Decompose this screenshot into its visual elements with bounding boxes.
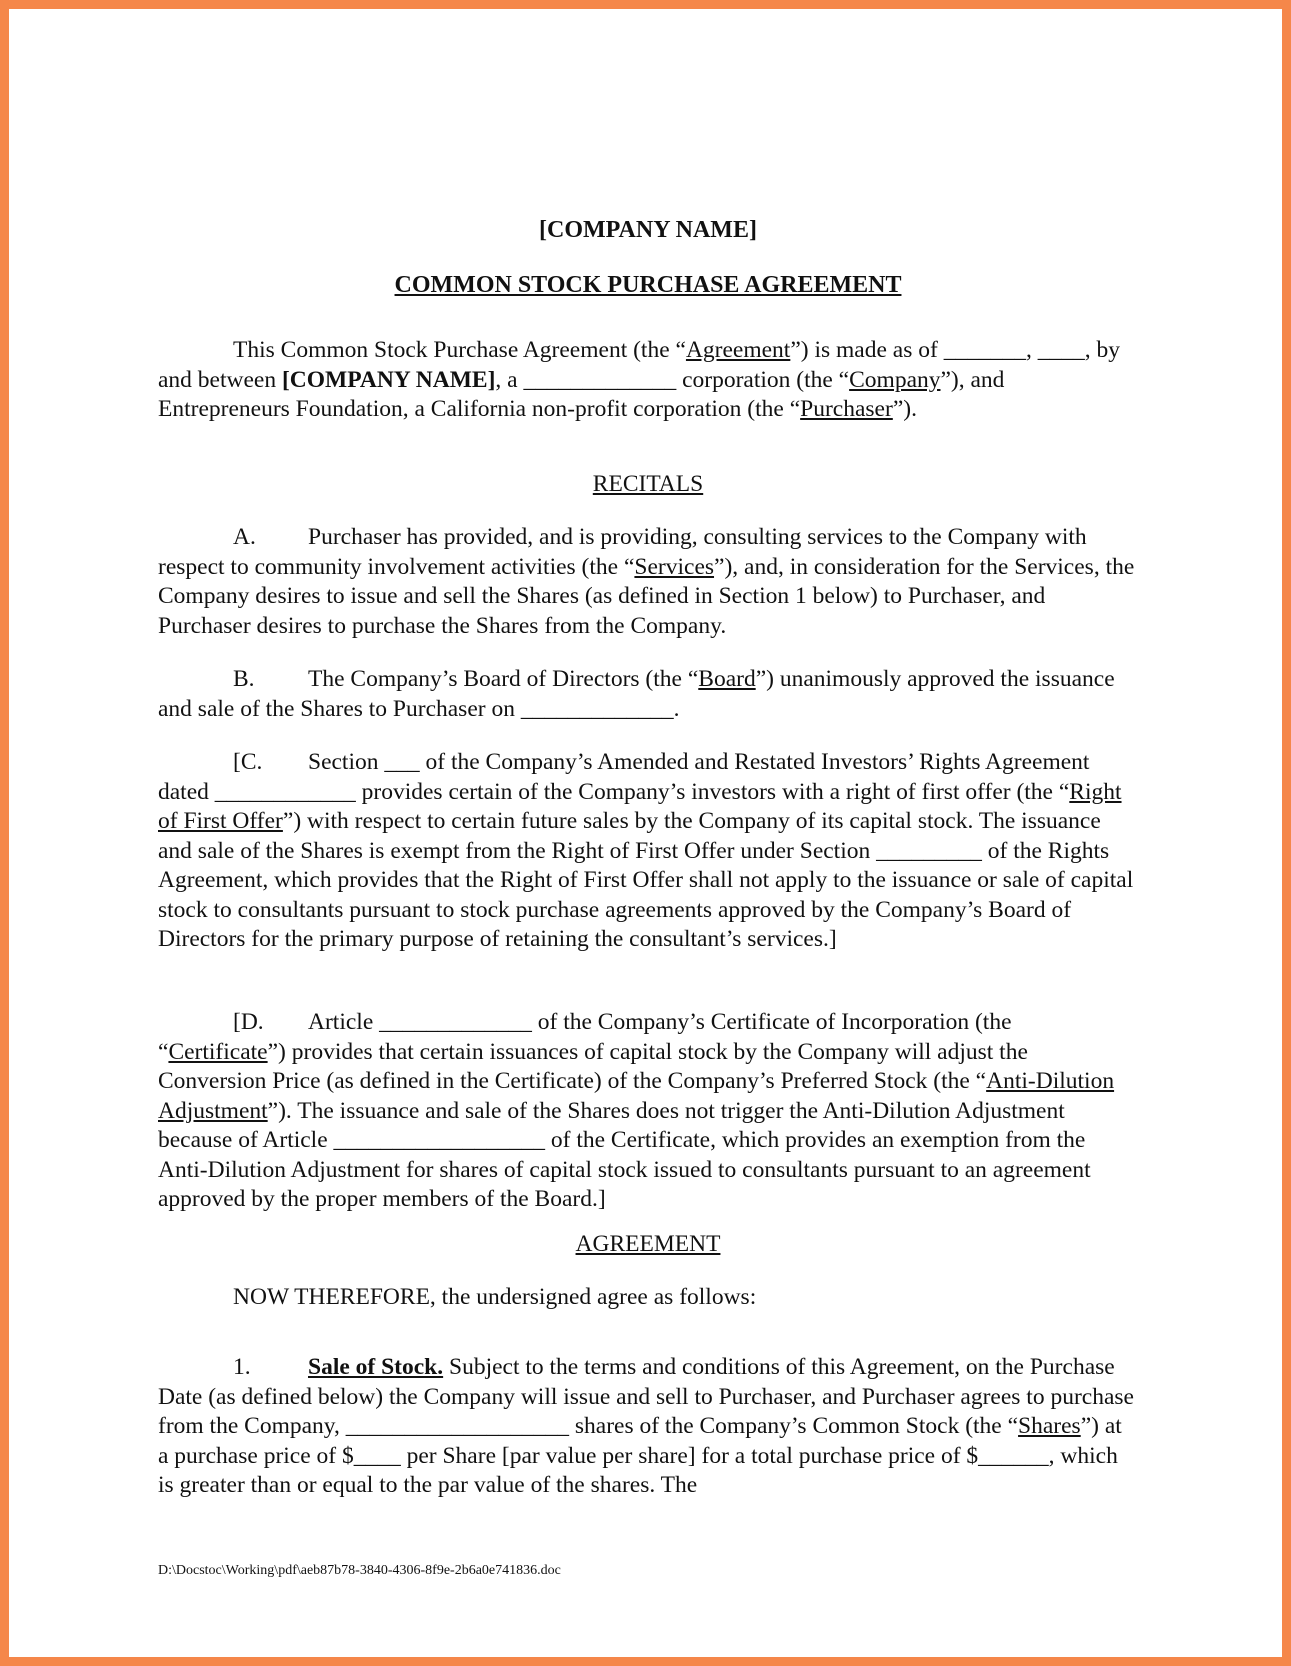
company-name-title: [COMPANY NAME] [539, 217, 757, 243]
recital-c [158, 748, 1138, 955]
recitals-heading: RECITALS [592, 471, 704, 497]
section-1-title: Sale of Stock. [308, 1354, 444, 1380]
intro-text: , a _____________ corporation (the “ [495, 366, 850, 393]
recital-text: Purchaser has provided, and is providing, consulting services to the Company with respect to community involvement activities (the “ [158, 524, 1087, 580]
recital-b [158, 665, 1138, 724]
recital-text: ”), and, in consideration for the Services, the Company desires to issue and sell the Shares (as defined in Section 1 below) to Purchaser, and Purchaser desires to purchase the Shares from the Company. [158, 553, 1135, 639]
recital-text: ”). The issuance and sale of the Shares does not trigger the Anti-Dilution Adjustment because of Article __________________ of the Certificate, which provides an exemption from the Anti-Dilution Adjustment for shares of capital stock issued to consultants pursuant to an agreement approved by the proper members of the Board.] [158, 1097, 1091, 1212]
recital-text: Article _____________ of the Company’s Certificate of Incorporation (the “ [158, 1009, 1012, 1065]
agreement-heading: AGREEMENT [575, 1231, 721, 1257]
defined-term-services: Services [634, 553, 715, 580]
recital-text: Section ___ of the Company’s Amended and Restated Investors’ Rights Agreement dated ____________ provides certain of the Company’s investors with a right of first offer (the “ [158, 749, 1090, 805]
defined-term-right-of-first-offer: Right of First Offer [158, 778, 1122, 834]
intro-text: ”), and Entrepreneurs Foundation, a California non-profit corporation (the “ [158, 366, 1005, 422]
section-text: Subject to the terms and conditions of this Agreement, on the Purchase Date (as defined below) the Company will issue and sell to Purchaser, and Purchaser agrees to purchase from the Company, ___________________ shares of the Company’s Common Stock (the “ [158, 1354, 1134, 1439]
recital-text: ”) provides that certain issuances of capital stock by the Company will adjust the Conversion Price (as defined in the Certificate) of the Company’s Preferred Stock (the “ [158, 1038, 1028, 1094]
defined-term-board: Board [698, 666, 756, 692]
recital-b-label: B. [233, 666, 255, 692]
footer-file-path: D:\Docstoc\Working\pdf\aeb87b78-3840-4306-8f9e-2b6a0e741836.doc [158, 1563, 561, 1578]
section-1-sale-of-stock [158, 1353, 1138, 1501]
defined-term-shares: Shares [1018, 1413, 1081, 1439]
recital-text: ”) with respect to certain future sales by the Company of its capital stock. The issuance and sale of the Shares is exempt from the Right of First Offer under Section _________ of the Rights Agreement, which provides that the Right of First Offer shall not apply to the issuance or sale of capital stock to consultants pursuant to stock purchase agreements approved by the Company’s Board of Directors for the primary purpose of retaining the consultant’s services.] [158, 808, 1134, 952]
intro-text: This Common Stock Purchase Agreement (the “ [233, 337, 686, 363]
section-text: ”) at a purchase price of $____ per Share [par value per share] for a total purchase price of $______, which is greater than or equal to the par value of the shares. The [158, 1413, 1122, 1498]
company-name-bold: [COMPANY NAME] [281, 366, 496, 393]
recital-text: The Company’s Board of Directors (the “ [308, 666, 699, 692]
defined-term-purchaser: Purchaser [800, 396, 893, 422]
section-1-number: 1. [233, 1354, 251, 1380]
defined-term-agreement: Agreement [685, 337, 791, 363]
recital-c-label: [C. [233, 749, 263, 775]
recital-a [158, 523, 1138, 641]
defined-term-anti-dilution: Anti-Dilution Adjustment [158, 1068, 1115, 1124]
recital-d [158, 1008, 1138, 1215]
intro-text: ”) is made as of _______, ____, by and between [158, 337, 1120, 393]
recital-a-label: A. [233, 524, 256, 550]
recital-d-label: [D. [233, 1009, 264, 1035]
intro-paragraph [158, 336, 1138, 425]
defined-term-certificate: Certificate [168, 1038, 268, 1065]
recital-text: ”) unanimously approved the issuance and sale of the Shares to Purchaser on _____________. [158, 666, 1115, 722]
document-title: COMMON STOCK PURCHASE AGREEMENT [394, 272, 902, 298]
intro-text: ”). [892, 396, 917, 422]
now-therefore-line: NOW THEREFORE, the undersigned agree as follows: [233, 1284, 757, 1310]
defined-term-company: Company [849, 366, 941, 393]
